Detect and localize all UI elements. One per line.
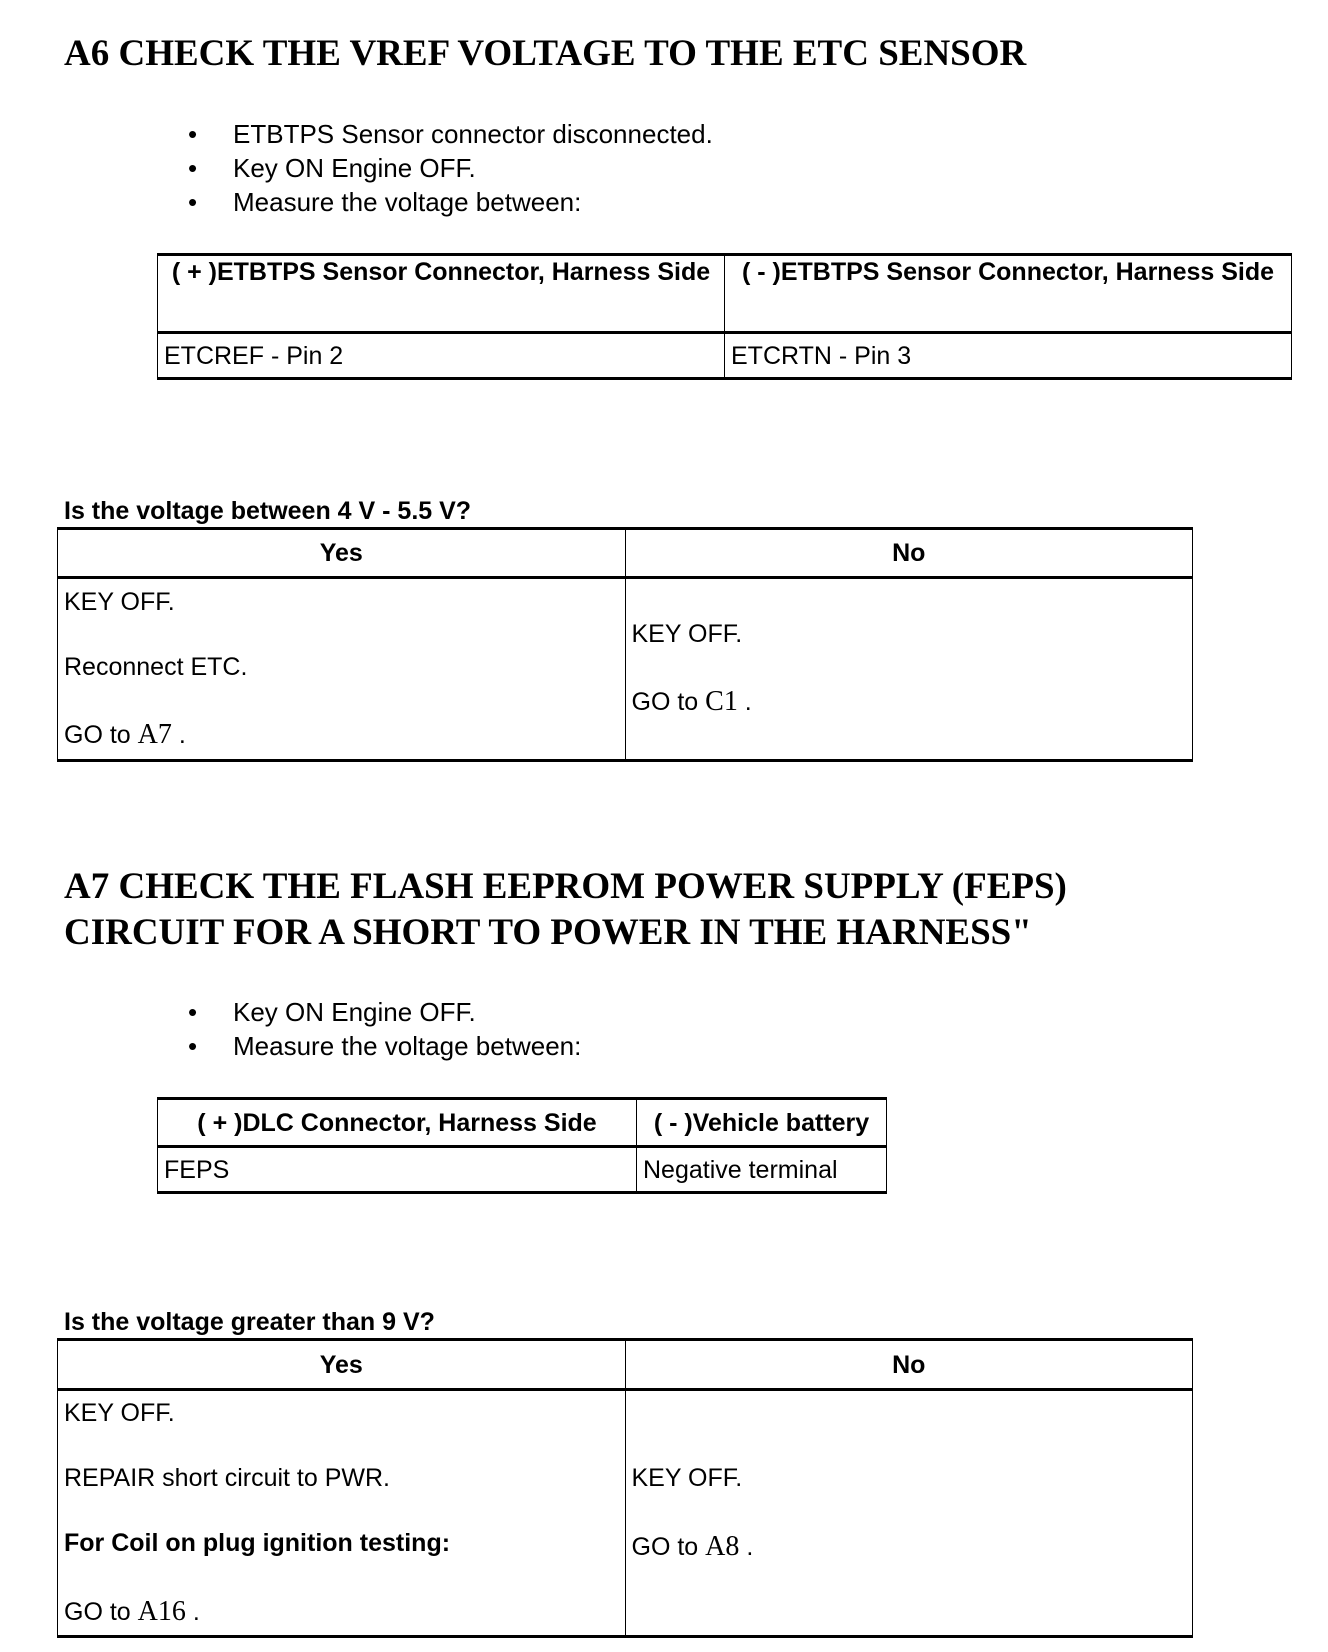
goto-suffix: . <box>737 688 752 716</box>
a6-bullet-1 <box>188 117 713 151</box>
a6-bullet-2 <box>188 151 476 185</box>
a7-yes-line-1: KEY OFF. <box>64 1399 175 1427</box>
bullet-text: Key ON Engine OFF. <box>233 997 476 1027</box>
a7-header-no: No <box>625 1340 1193 1390</box>
a7-bullet-2 <box>188 1029 581 1063</box>
a6-measure-minus-value: ETCRTN - Pin 3 <box>725 333 1292 379</box>
a7-measure-header-plus: ( + )DLC Connector, Harness Side <box>158 1099 637 1147</box>
a6-bullet-3 <box>188 185 581 219</box>
a6-measure-header-plus: ( + )ETBTPS Sensor Connector, Harness Side <box>158 255 725 333</box>
goto-c1-link[interactable]: C1 <box>705 686 738 717</box>
a7-no-cell <box>625 1390 1193 1637</box>
a7-result-table <box>57 1338 1193 1638</box>
bullet-text: Measure the voltage between: <box>233 1031 582 1061</box>
a6-no-goto <box>632 687 752 717</box>
bullet-icon: • <box>188 187 198 217</box>
a7-heading-line-1: A7 CHECK THE FLASH EEPROM POWER SUPPLY (FEPS) <box>64 866 1067 907</box>
a6-question: Is the voltage between 4 V - 5.5 V? <box>64 497 472 525</box>
goto-a8-link[interactable]: A8 <box>705 1531 740 1562</box>
a6-no-line-1: KEY OFF. <box>631 620 743 648</box>
a7-question: Is the voltage greater than 9 V? <box>64 1308 435 1336</box>
goto-prefix: GO to <box>631 688 706 716</box>
goto-suffix: . <box>185 1598 200 1626</box>
a6-measure-header-minus: ( - )ETBTPS Sensor Connector, Harness Side <box>725 255 1292 333</box>
a6-yes-line-1: KEY OFF. <box>64 588 175 616</box>
a7-yes-cell <box>58 1390 626 1637</box>
bullet-icon: • <box>188 153 198 183</box>
bullet-icon: • <box>188 997 198 1027</box>
bullet-text: Measure the voltage between: <box>233 187 582 217</box>
goto-suffix: . <box>739 1533 754 1561</box>
a7-yes-line-2: REPAIR short circuit to PWR. <box>64 1464 390 1492</box>
a6-no-cell <box>625 578 1193 761</box>
a7-yes-line-3: For Coil on plug ignition testing: <box>64 1529 451 1557</box>
a6-header-yes: Yes <box>58 529 626 578</box>
a7-no-goto <box>632 1532 754 1562</box>
bullet-text: Key ON Engine OFF. <box>233 153 476 183</box>
goto-a16-link[interactable]: A16 <box>137 1596 186 1627</box>
a7-yes-goto <box>64 1597 200 1627</box>
a6-heading: A6 CHECK THE VREF VOLTAGE TO THE ETC SENSOR <box>64 33 1027 74</box>
goto-prefix: GO to <box>64 721 138 749</box>
a6-measure-plus-value: ETCREF - Pin 2 <box>158 333 725 379</box>
a6-yes-line-2: Reconnect ETC. <box>64 653 248 681</box>
bullet-icon: • <box>188 1031 198 1061</box>
a7-measure-plus-value: FEPS <box>158 1147 637 1193</box>
a7-measure-table <box>157 1097 887 1194</box>
a7-no-line-1: KEY OFF. <box>631 1464 743 1492</box>
a6-yes-cell <box>58 578 626 761</box>
a6-yes-goto <box>64 720 186 750</box>
goto-a7-link[interactable]: A7 <box>137 719 172 750</box>
a6-header-no: No <box>625 529 1193 578</box>
a6-measure-table <box>157 253 1292 380</box>
goto-prefix: GO to <box>631 1533 706 1561</box>
a7-bullet-1 <box>188 995 476 1029</box>
goto-prefix: GO to <box>64 1598 138 1626</box>
bullet-text: ETBTPS Sensor connector disconnected. <box>233 119 713 149</box>
a6-result-table <box>57 527 1193 762</box>
a7-measure-minus-value: Negative terminal <box>637 1147 887 1193</box>
a7-measure-header-minus: ( - )Vehicle battery <box>637 1099 887 1147</box>
goto-suffix: . <box>171 721 186 749</box>
a7-header-yes: Yes <box>58 1340 626 1390</box>
a7-heading-line-2: CIRCUIT FOR A SHORT TO POWER IN THE HARNESS" <box>64 912 1032 953</box>
bullet-icon: • <box>188 119 198 149</box>
